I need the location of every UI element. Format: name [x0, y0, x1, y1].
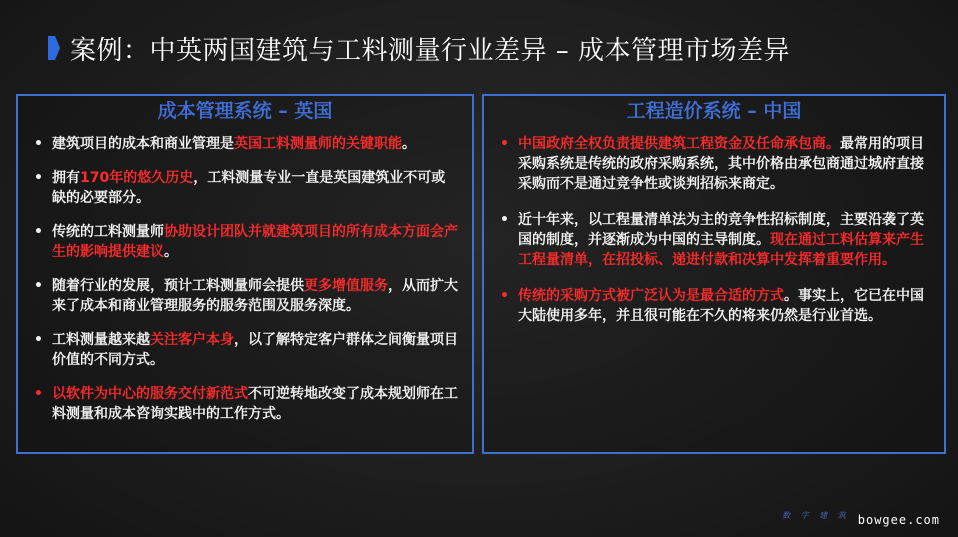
bullet-text: 随着行业的发展，预计工料测量师会提供	[52, 278, 304, 294]
bullet-text: ，以了解特定客户群体之间衡量项目价值的不同方式。	[52, 332, 458, 368]
china-panel-header: 工程造价系统 – 中国	[626, 100, 802, 122]
bullet-dot-icon: •	[34, 386, 43, 402]
bullet-text: 。	[402, 136, 416, 152]
china-bullet-list	[484, 128, 944, 326]
china-bullet-item	[496, 134, 930, 194]
slide-title-row	[48, 28, 790, 68]
bullet-dot-icon: •	[500, 212, 509, 228]
bullet-text: 建筑项目的成本和商业管理是	[52, 136, 234, 152]
bullet-dot-icon: •	[34, 136, 43, 152]
highlight-text: 现在通过工料估算来产生工程量清单，在招投标、递进付款和决算中发挥着重要作用。	[518, 232, 924, 268]
china-bullet-item	[496, 210, 930, 270]
bullet-text: 。	[164, 244, 178, 260]
uk-cost-management-panel	[16, 94, 474, 454]
highlight-text: 关注客户本身	[150, 332, 234, 348]
slide-title: 案例：中英两国建筑与工料测量行业差异 – 成本管理市场差异	[70, 35, 791, 66]
bullet-text: 拥有	[52, 170, 80, 186]
uk-bullet-item	[30, 168, 458, 208]
highlight-text: 传统的采购方式被广泛认为是最合适的方式	[518, 288, 784, 304]
uk-panel-header: 成本管理系统 – 英国	[157, 100, 333, 122]
uk-bullet-item	[30, 276, 458, 316]
bullet-dot-icon: •	[34, 170, 43, 186]
china-cost-system-panel	[482, 94, 946, 454]
uk-bullet-item	[30, 222, 458, 262]
highlight-text: 170年的悠久历史	[80, 170, 194, 186]
bullet-text: 近十年来，以工程量清单法为主的竞争性招标制度，主要沿袭了英国的制度，并逐渐成为中国的主导制度。	[518, 212, 924, 248]
highlight-text: 以软件为中心的服务交付新范式	[52, 386, 248, 402]
footer-brand: bowgee.com	[857, 513, 940, 527]
bullet-text: 不可逆转地改变了成本规划师在工料测量和成本咨询实践中的工作方式。	[52, 386, 458, 422]
bullet-dot-icon: •	[34, 332, 43, 348]
uk-bullet-list	[18, 128, 472, 424]
title-marker-icon	[48, 34, 60, 62]
bullet-dot-icon: •	[34, 278, 43, 294]
highlight-text: 中国政府全权负责提供建筑工程资金及任命承包商。	[518, 136, 840, 152]
highlight-text: 更多增值服务	[304, 278, 388, 294]
uk-bullet-item	[30, 134, 458, 154]
bullet-dot-icon: •	[500, 136, 509, 152]
uk-bullet-item	[30, 384, 458, 424]
bullet-text: ，从而扩大来了成本和商业管理服务的服务范围及服务深度。	[52, 278, 458, 314]
china-bullet-item	[496, 286, 930, 326]
highlight-text: 英国工料测量师的关键职能	[234, 136, 402, 152]
bullet-dot-icon: •	[500, 288, 509, 304]
bullet-dot-icon: •	[34, 224, 43, 240]
uk-bullet-item	[30, 330, 458, 370]
bullet-text: 传统的工料测量师	[52, 224, 164, 240]
bullet-text: ，工料测量专业一直是英国建筑业不可或缺的必要部分。	[52, 170, 446, 206]
bullet-text: 。事实上，它已在中国大陆使用多年，并且很可能在不久的将来仍然是行业首选。	[518, 288, 924, 324]
footer-watermark	[782, 510, 940, 527]
bullet-text: 工料测量越来越	[52, 332, 150, 348]
highlight-text: 协助设计团队并就建筑项目的所有成本方面会产生的影响提供建议	[52, 224, 458, 260]
footer-tagline: 数 字 建 筑	[782, 511, 850, 520]
bullet-text: 最常用的项目采购系统是传统的政府采购系统，其中价格由承包商通过城府直接采购而不是通过竞争性或谈判招标来商定。	[518, 136, 924, 192]
